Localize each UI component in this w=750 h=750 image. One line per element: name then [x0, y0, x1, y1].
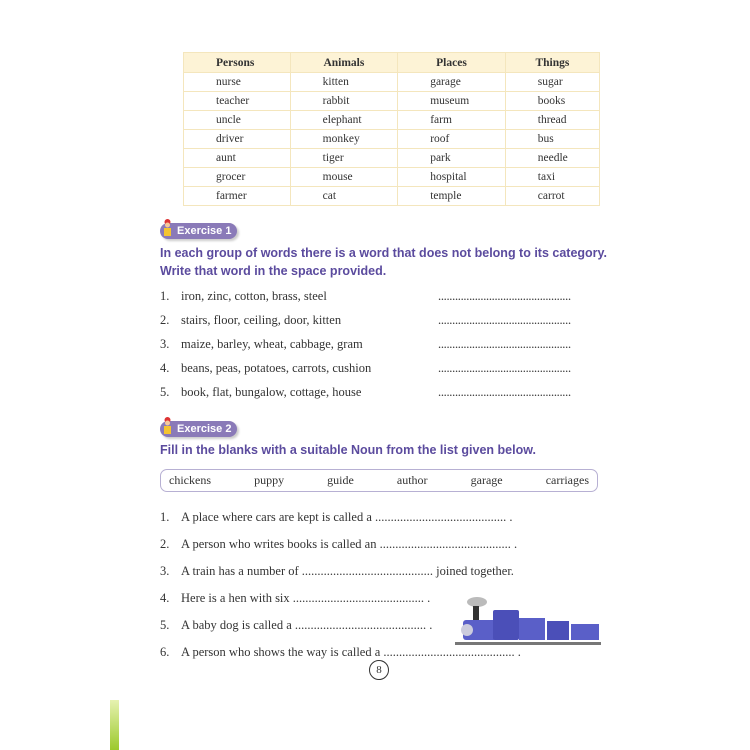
child-icon: [163, 219, 172, 237]
table-cell: rabbit: [290, 92, 398, 111]
item-text: Here is a hen with six .......................................... .: [181, 591, 431, 605]
table-row: [184, 168, 600, 187]
table-row: [184, 187, 600, 206]
item-text: stairs, floor, ceiling, door, kitten: [181, 313, 342, 327]
table-cell: aunt: [184, 149, 291, 168]
item-text: A baby dog is called a .......................................... .: [181, 618, 433, 632]
item-number: 3.: [160, 337, 170, 351]
word-option: author: [396, 473, 428, 487]
exercise-2-badge: Exercise 2: [160, 421, 237, 437]
table-cell: teacher: [184, 92, 291, 111]
table-cell: farmer: [184, 187, 291, 206]
item-text: book, flat, bungalow, cottage, house: [181, 385, 362, 399]
word-option: guide: [327, 473, 354, 487]
table-cell: needle: [505, 149, 599, 168]
item-number: 5.: [160, 385, 170, 399]
item-text: iron, zinc, cotton, brass, steel: [181, 289, 327, 303]
table-cell: nurse: [184, 73, 291, 92]
table-row: [184, 149, 600, 168]
exercise-1-badge: Exercise 1: [160, 223, 237, 239]
word-option: puppy: [254, 473, 285, 487]
word-list-box: [160, 469, 598, 492]
table-cell: driver: [184, 130, 291, 149]
table-cell: museum: [398, 92, 506, 111]
table-cell: sugar: [505, 73, 599, 92]
item-number: 1.: [160, 510, 170, 524]
table-cell: tiger: [290, 149, 398, 168]
table-cell: park: [398, 149, 506, 168]
item-text: A person who writes books is called an .......................................... .: [181, 537, 518, 551]
table-cell: kitten: [290, 73, 398, 92]
item-number: 4.: [160, 591, 170, 605]
exercise-2-instruction: Fill in the blanks with a suitable Noun from the list given below.: [160, 443, 536, 457]
item-number: 4.: [160, 361, 170, 375]
item-text: A train has a number of .......................................... joined together.: [181, 564, 514, 578]
table-row: [184, 92, 600, 111]
table-cell: uncle: [184, 111, 291, 130]
table-row: [184, 111, 600, 130]
word-option: garage: [470, 473, 503, 487]
header-persons: Persons: [184, 53, 291, 73]
answer-blank[interactable]: ...............................................: [438, 289, 571, 303]
item-number: 6.: [160, 645, 170, 659]
answer-blank[interactable]: ...............................................: [438, 337, 571, 351]
item-number: 3.: [160, 564, 170, 578]
table-cell: roof: [398, 130, 506, 149]
header-animals: Animals: [290, 53, 398, 73]
nouns-table: [183, 52, 600, 206]
table-row: [184, 73, 600, 92]
train-illustration: [455, 596, 601, 648]
item-number: 5.: [160, 618, 170, 632]
table-cell: thread: [505, 111, 599, 130]
item-number: 1.: [160, 289, 170, 303]
table-cell: books: [505, 92, 599, 111]
answer-blank[interactable]: ...............................................: [438, 385, 571, 399]
table-cell: farm: [398, 111, 506, 130]
table-cell: temple: [398, 187, 506, 206]
item-text: A place where cars are kept is called a .......................................... .: [181, 510, 513, 524]
item-text: beans, peas, potatoes, carrots, cushion: [181, 361, 372, 375]
header-places: Places: [398, 53, 506, 73]
table-cell: taxi: [505, 168, 599, 187]
item-number: 2.: [160, 313, 170, 327]
item-number: 2.: [160, 537, 170, 551]
answer-blank[interactable]: ...............................................: [438, 313, 571, 327]
word-option: carriages: [545, 473, 589, 487]
item-text: maize, barley, wheat, cabbage, gram: [181, 337, 363, 351]
decorative-side-bar: [110, 700, 119, 750]
header-things: Things: [505, 53, 599, 73]
table-cell: garage: [398, 73, 506, 92]
table-cell: bus: [505, 130, 599, 149]
item-text: A person who shows the way is called a .......................................... .: [181, 645, 521, 659]
exercise-1-instruction: In each group of words there is a word that does not belong to its category.: [160, 246, 608, 260]
table-cell: hospital: [398, 168, 506, 187]
table-cell: cat: [290, 187, 398, 206]
table-cell: grocer: [184, 168, 291, 187]
table-cell: mouse: [290, 168, 398, 187]
word-option: chickens: [169, 473, 211, 487]
page-number: 8: [369, 660, 389, 680]
answer-blank[interactable]: ...............................................: [438, 361, 571, 375]
table-cell: carrot: [505, 187, 599, 206]
table-cell: elephant: [290, 111, 398, 130]
child-icon: [163, 417, 172, 435]
exercise-1-instruction-2: Write that word in the space provided.: [160, 264, 387, 278]
table-cell: monkey: [290, 130, 398, 149]
table-row: [184, 130, 600, 149]
